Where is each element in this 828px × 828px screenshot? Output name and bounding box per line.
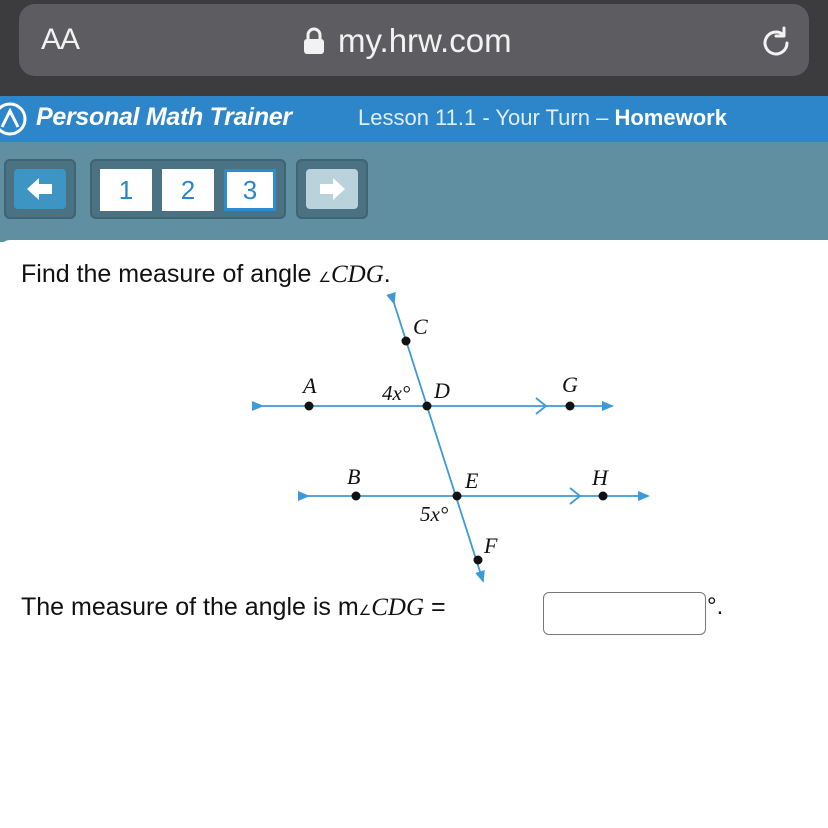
point-f	[474, 556, 483, 565]
point-c	[402, 337, 411, 346]
lesson-mode: Homework	[614, 105, 727, 130]
label-h: H	[592, 465, 608, 490]
page-button-3[interactable]: 3	[224, 169, 276, 211]
point-g	[566, 402, 575, 411]
angle-label-bottom: 5x°	[420, 502, 449, 526]
label-a: A	[303, 373, 317, 398]
angle-symbol: ∠	[318, 269, 331, 285]
url-text[interactable]: my.hrw.com	[338, 22, 512, 59]
answer-equals: =	[424, 593, 446, 621]
prompt-text: Find the measure of angle	[21, 260, 319, 288]
point-b	[352, 492, 361, 501]
answer-prefix: The measure of the angle is m	[21, 593, 359, 621]
brand-title: Personal Math Trainer	[36, 103, 292, 131]
page-button-2[interactable]: 2	[162, 169, 214, 211]
label-d: D	[434, 378, 450, 403]
text-size-button[interactable]: AA	[41, 23, 80, 56]
label-c: C	[413, 314, 428, 339]
point-e	[453, 492, 462, 501]
point-d	[423, 402, 432, 411]
point-h	[599, 492, 608, 501]
label-e: E	[465, 468, 479, 493]
page-button-1[interactable]: 1	[100, 169, 152, 211]
label-g: G	[562, 372, 578, 397]
angle-name: CDG	[330, 261, 384, 288]
answer-angle-name: CDG	[371, 594, 425, 621]
prompt-end: .	[383, 260, 391, 288]
answer-angle-symbol: ∠	[358, 602, 372, 618]
lesson-separator: –	[589, 105, 615, 130]
lesson-name: Lesson 11.1 - Your Turn	[358, 105, 590, 130]
degree-unit: °.	[707, 593, 724, 620]
angle-label-top: 4x°	[382, 381, 411, 405]
label-b: B	[347, 464, 361, 489]
point-a	[305, 402, 314, 411]
label-f: F	[484, 533, 498, 558]
